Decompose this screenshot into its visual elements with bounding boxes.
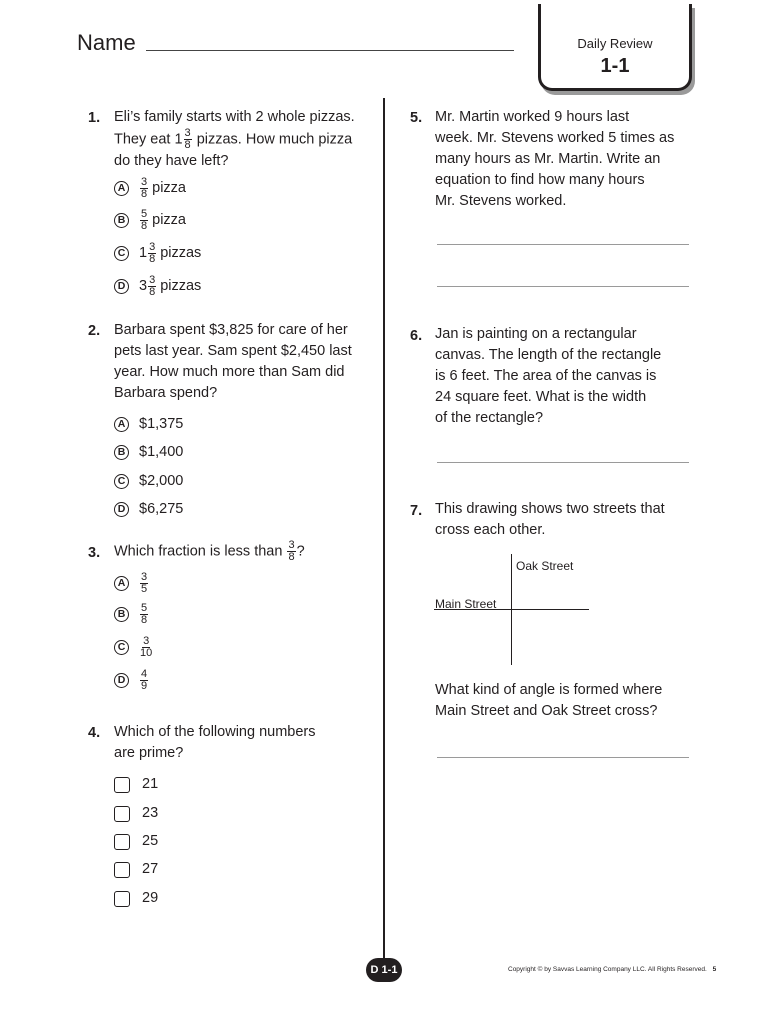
bubble-b[interactable]: B (114, 607, 129, 622)
question-line: many hours as Mr. Martin. Write an (435, 151, 661, 167)
question-line: Barbara spend? (114, 385, 218, 401)
bubble-b[interactable]: B (114, 445, 129, 460)
question-line: Mr. Stevens worked. (435, 193, 567, 209)
page-number: 5 (712, 966, 717, 973)
answer-option-b[interactable]: B $\frac{5}{8}$ pizza (114, 209, 186, 232)
answer-option-a[interactable]: A $1,375 (114, 414, 183, 435)
question-line: pets last year. Sam spent $2,450 last (114, 343, 352, 359)
question-number: 2. (88, 323, 101, 339)
question-text: Which fraction is less than $\frac{3}{8}$ ? (114, 539, 305, 563)
question-number: 1. (88, 110, 101, 126)
question-line: week. Mr. Stevens worked 5 times as (435, 130, 675, 146)
checkbox[interactable] (114, 834, 130, 850)
checkbox[interactable] (114, 806, 130, 822)
name-line[interactable] (146, 50, 514, 51)
answer-line[interactable] (437, 286, 689, 287)
bubble-b[interactable]: B (114, 213, 129, 228)
daily-review-box (538, 4, 692, 91)
question-line: cross each other. (435, 522, 546, 538)
bubble-d[interactable]: D (114, 673, 129, 688)
question-number: 3. (88, 545, 101, 561)
answer-option-b[interactable]: B $\frac{5}{8}$ (114, 603, 149, 626)
answer-option-c[interactable]: C $2,000 (114, 471, 183, 492)
question-text (435, 324, 661, 429)
question-line: equation to find how many hours (435, 172, 645, 188)
answer-option-b[interactable]: B $1,400 (114, 442, 183, 463)
question-line: of the rectangle? (435, 410, 544, 426)
answer-line[interactable] (437, 462, 689, 463)
answer-line[interactable] (437, 757, 689, 758)
question-text (114, 107, 355, 172)
answer-line[interactable] (437, 244, 689, 245)
question-line: are prime? (114, 745, 184, 761)
answer-option-c[interactable]: C $\frac{3}{10}$ (114, 636, 153, 659)
question-line: Main Street and Oak Street cross? (435, 703, 658, 719)
bubble-c[interactable]: C (114, 474, 129, 489)
bubble-d[interactable]: D (114, 279, 129, 294)
review-title: Daily Review (577, 36, 653, 51)
question-line: They eat 1 $\frac{3}{8}$ pizzas. How much pizza (114, 127, 353, 151)
question-line: What kind of angle is formed where (435, 682, 663, 698)
question-text (435, 499, 665, 541)
name-label: Name (77, 30, 136, 55)
question-line: Barbara spent $3,825 for care of her (114, 322, 348, 338)
bubble-a[interactable]: A (114, 417, 129, 432)
question-followup (435, 680, 662, 722)
answer-option-d[interactable]: D $\frac{4}{9}$ (114, 669, 149, 692)
question-number: 6. (410, 328, 423, 344)
answer-option-c[interactable]: C 1 $\frac{3}{8}$ pizzas (114, 242, 201, 265)
checkbox-option[interactable]: 27 (114, 859, 158, 880)
checkbox[interactable] (114, 891, 130, 907)
question-line: Eli’s family starts with 2 whole pizzas. (114, 109, 355, 125)
question-line: year. How much more than Sam did (114, 364, 345, 380)
copyright-text: Copyright © by Savvas Learning Company LLC. All Rights Reserved. 5 (508, 966, 717, 973)
answer-option-d[interactable]: D 3 $\frac{3}{8}$ pizzas (114, 275, 201, 298)
bubble-d[interactable]: D (114, 502, 129, 517)
column-divider (383, 98, 385, 958)
answer-option-a[interactable]: A $\frac{3}{8}$ pizza (114, 177, 186, 200)
question-line: Which of the following numbers (114, 724, 316, 740)
oak-street-label: Oak Street (516, 559, 574, 573)
bubble-c[interactable]: C (114, 246, 129, 261)
question-line: Mr. Martin worked 9 hours last (435, 109, 630, 125)
question-line: This drawing shows two streets that (435, 501, 665, 517)
checkbox-option[interactable]: 29 (114, 888, 158, 909)
checkbox[interactable] (114, 777, 130, 793)
question-line: is 6 feet. The area of the canvas is (435, 368, 657, 384)
checkbox-option[interactable]: 21 (114, 774, 158, 795)
checkbox[interactable] (114, 862, 130, 878)
checkbox-option[interactable]: 25 (114, 831, 158, 852)
question-number: 4. (88, 725, 101, 741)
question-line: Jan is painting on a rectangular (435, 326, 637, 342)
question-number: 5. (410, 110, 423, 126)
bubble-a[interactable]: A (114, 181, 129, 196)
checkbox-option[interactable]: 23 (114, 803, 158, 824)
question-text (114, 722, 316, 764)
review-number: 1-1 (600, 55, 630, 77)
question-line: do they have left? (114, 153, 229, 169)
main-street-label: Main Street (435, 597, 497, 611)
question-line: canvas. The length of the rectangle (435, 347, 662, 363)
answer-option-d[interactable]: D $6,275 (114, 499, 183, 520)
page-code-badge: D 1-1 (366, 958, 402, 982)
bubble-a[interactable]: A (114, 576, 129, 591)
bubble-c[interactable]: C (114, 640, 129, 655)
answer-option-a[interactable]: A $\frac{3}{5}$ (114, 572, 149, 595)
question-text (435, 107, 674, 212)
question-number: 7. (410, 503, 423, 519)
question-line: 24 square feet. What is the width (435, 389, 647, 405)
question-text (114, 320, 352, 404)
